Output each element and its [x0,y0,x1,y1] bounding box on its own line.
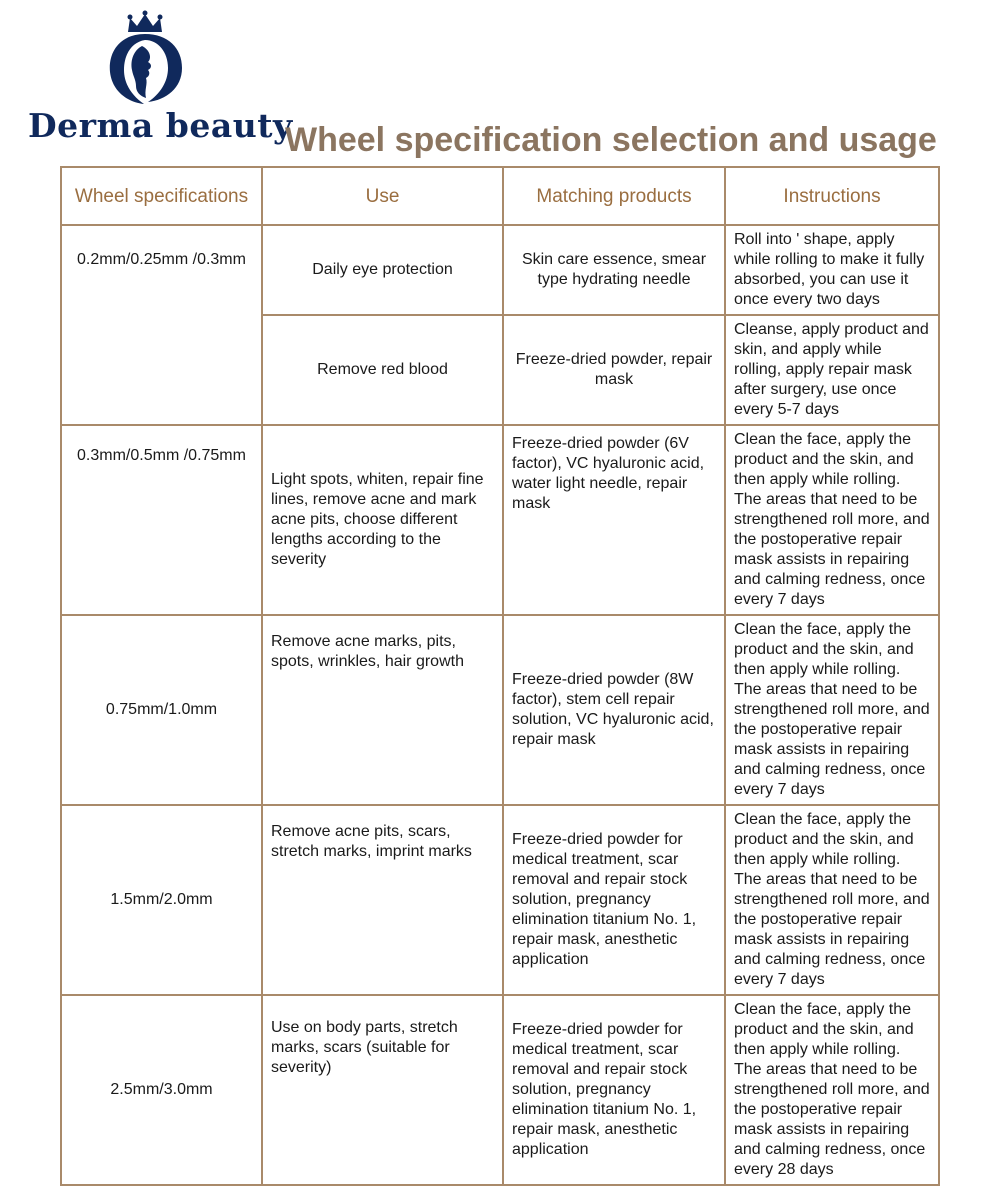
products-cell: Freeze-dried powder (8W factor), stem cell repair solution, VC hyaluronic acid, repair mask [503,615,725,805]
crowned-woman-logo-icon [102,10,188,106]
header-use: Use [262,167,503,225]
products-cell: Freeze-dried powder for medical treatment, scar removal and repair stock solution, pregnancy elimination titanium No. 1, repair mask, anesthetic application [503,805,725,995]
instructions-cell: Roll into ' shape, apply while rolling to make it fully absorbed, you can use it once every two days [725,225,939,315]
instructions-cell: Clean the face, apply the product and the skin, and then apply while rolling. The areas that need to be strengthened roll more, and the postoperative repair mask assists in repairing and calming redness, once every 28 days [725,995,939,1185]
use-cell: Light spots, whiten, repair fine lines, remove acne and mark acne pits, choose different lengths according to the severity [262,425,503,615]
products-cell: Freeze-dried powder for medical treatment, scar removal and repair stock solution, pregnancy elimination titanium No. 1, repair mask, anesthetic application [503,995,725,1185]
instructions-cell: Cleanse, apply product and skin, and apply while rolling, apply repair mask after surgery, use once every 5-7 days [725,315,939,425]
brand-name: Derma beauty [28,106,293,145]
products-cell: Freeze-dried powder (6V factor), VC hyaluronic acid, water light needle, repair mask [503,425,725,615]
instructions-cell: Clean the face, apply the product and the skin, and then apply while rolling. The areas that need to be strengthened roll more, and the postoperative repair mask assists in repairing and calming redness, once every 7 days [725,425,939,615]
table-row [61,225,939,315]
table-row [61,805,939,995]
products-cell: Skin care essence, smear type hydrating needle [503,225,725,315]
spec-cell: 0.75mm/1.0mm [61,615,262,805]
header-matching-products: Matching products [503,167,725,225]
header-wheel-specifications: Wheel specifications [61,167,262,225]
use-cell: Daily eye protection [262,225,503,315]
page-title: Wheel specification selection and usage [285,121,937,159]
brand-logo [22,6,293,151]
products-cell: Freeze-dried powder, repair mask [503,315,725,425]
use-cell: Use on body parts, stretch marks, scars (suitable for severity) [262,995,503,1185]
spec-cell: 2.5mm/3.0mm [61,995,262,1185]
use-cell: Remove red blood [262,315,503,425]
wheel-specification-table [60,166,940,1186]
table-row [61,615,939,805]
use-cell: Remove acne pits, scars, stretch marks, imprint marks [262,805,503,995]
spec-cell: 1.5mm/2.0mm [61,805,262,995]
table-row [61,995,939,1185]
use-cell: Remove acne marks, pits, spots, wrinkles, hair growth [262,615,503,805]
table-header-row [61,167,939,225]
instructions-cell: Clean the face, apply the product and the skin, and then apply while rolling. The areas that need to be strengthened roll more, and the postoperative repair mask assists in repairing and calming redness, once every 7 days [725,615,939,805]
spec-cell: 0.2mm/0.25mm /0.3mm [61,225,262,425]
spec-cell: 0.3mm/0.5mm /0.75mm [61,425,262,615]
header-instructions: Instructions [725,167,939,225]
instructions-cell: Clean the face, apply the product and the skin, and then apply while rolling. The areas that need to be strengthened roll more, and the postoperative repair mask assists in repairing and calming redness, once every 7 days [725,805,939,995]
table-row [61,425,939,615]
